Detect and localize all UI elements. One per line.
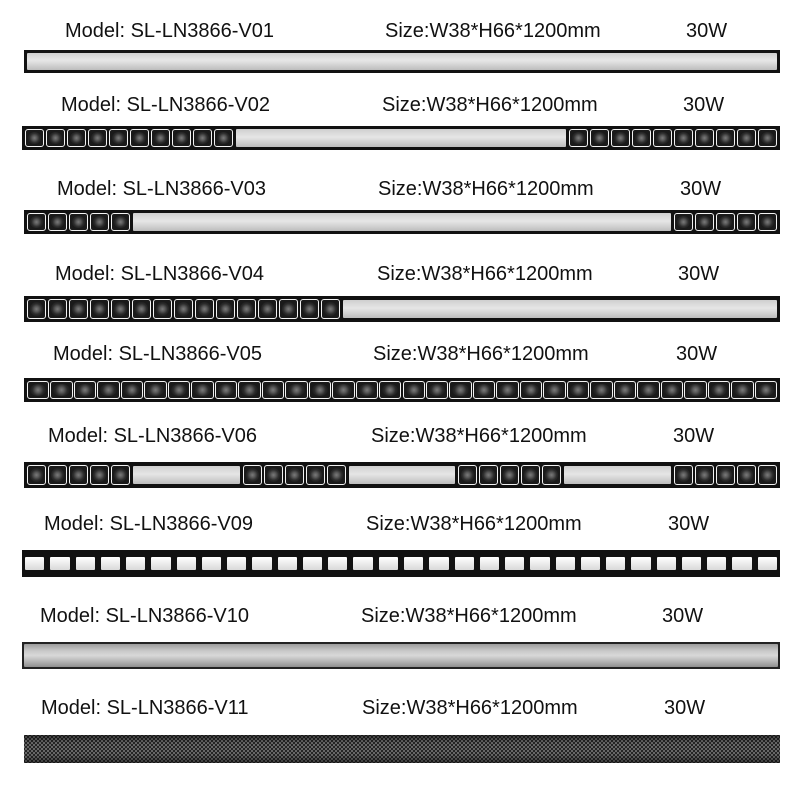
led-lens [327,465,346,485]
led-lens [262,381,284,399]
led-lens [90,465,109,485]
led-lens [306,465,325,485]
led-lens [321,299,340,319]
led-lens [569,129,588,147]
led-lens [590,381,612,399]
size-label: Size:W38*H66*1200mm [377,263,593,285]
led-lens [69,213,88,231]
led-lens [737,465,756,485]
led-lens [132,299,151,319]
light-bar-image [24,462,780,488]
lens-slot [732,557,751,570]
slot-group [25,557,777,570]
size-label: Size:W38*H66*1200mm [371,425,587,447]
lens-slot [530,557,549,570]
diffuser-segment [236,129,566,146]
led-lens [121,381,143,399]
model-label: Model: SL-LN3866-V11 [41,697,249,719]
product-row [0,343,800,402]
led-lens [614,381,636,399]
led-lens [332,381,354,399]
led-lens [403,381,425,399]
size-label: Size:W38*H66*1200mm [385,20,601,42]
size-label: Size:W38*H66*1200mm [378,178,594,200]
led-lens [542,465,561,485]
led-lens [214,129,233,147]
led-lens [109,129,128,147]
lens-slot [278,557,297,570]
lens-slot [455,557,474,570]
diffuser-segment [343,300,777,319]
led-module-group [458,465,561,485]
led-lens [25,129,44,147]
led-lens [695,213,714,231]
led-lens [174,299,193,319]
led-lens [50,381,72,399]
led-lens [473,381,495,399]
led-module-group [243,465,346,485]
led-lens [48,299,67,319]
led-lens [379,381,401,399]
led-lens [243,465,262,485]
led-lens [258,299,277,319]
power-label: 30W [683,94,725,116]
product-row [0,20,800,73]
led-module-group [674,465,777,485]
lens-slot [480,557,499,570]
diffuser-segment [133,213,671,230]
lens-slot [631,557,650,570]
power-label: 30W [673,425,715,447]
diffuser-segment [349,466,456,485]
led-lens [27,299,46,319]
led-lens [111,299,130,319]
lens-slot [556,557,575,570]
led-module-group [27,299,340,319]
led-lens [567,381,589,399]
power-label: 30W [678,263,720,285]
led-lens [637,381,659,399]
lens-slot [101,557,120,570]
size-label: Size:W38*H66*1200mm [382,94,598,116]
led-lens [458,465,477,485]
led-lens [500,465,519,485]
light-bar-image [24,210,780,234]
led-lens [27,213,46,231]
led-lens [590,129,609,147]
led-lens [708,381,730,399]
led-lens [195,299,214,319]
led-lens [758,213,777,231]
lens-slot [404,557,423,570]
led-lens [238,381,260,399]
model-label: Model: SL-LN3866-V02 [61,94,271,116]
led-module-group [27,213,130,231]
led-lens [716,465,735,485]
lens-slot [682,557,701,570]
size-label: Size:W38*H66*1200mm [362,697,578,719]
led-lens [426,381,448,399]
led-lens [661,381,683,399]
led-lens [674,129,693,147]
led-lens [695,465,714,485]
product-row [0,425,800,488]
lens-slot [581,557,600,570]
light-bar-image [22,126,780,150]
lens-slot [758,557,777,570]
product-row [0,263,800,322]
led-lens [716,129,735,147]
light-bar-image [24,296,780,322]
led-lens [521,465,540,485]
led-lens [69,465,88,485]
lens-slot [657,557,676,570]
led-lens [285,465,304,485]
lens-slot [328,557,347,570]
led-lens [449,381,471,399]
led-lens [172,129,191,147]
lens-slot [25,557,44,570]
led-lens [27,465,46,485]
light-bar-image [22,550,780,577]
led-lens [48,213,67,231]
lens-slot [379,557,398,570]
lens-slot [177,557,196,570]
led-lens [758,129,777,147]
led-lens [74,381,96,399]
model-label: Model: SL-LN3866-V05 [53,343,263,365]
product-row [0,605,800,669]
led-lens [285,381,307,399]
led-lens [168,381,190,399]
size-label: Size:W38*H66*1200mm [361,605,577,627]
model-label: Model: SL-LN3866-V03 [57,178,267,200]
led-module-group [674,213,777,231]
led-lens [737,129,756,147]
led-lens [632,129,651,147]
led-module-group [27,465,130,485]
product-row [0,178,800,234]
light-bar-image [24,50,780,73]
led-lens [193,129,212,147]
diffuser-segment [24,644,778,667]
led-lens [674,465,693,485]
led-module-group [27,381,777,399]
led-lens [755,381,777,399]
led-lens [111,465,130,485]
led-lens [731,381,753,399]
power-label: 30W [664,697,706,719]
lens-slot [606,557,625,570]
power-label: 30W [668,513,710,535]
led-lens [151,129,170,147]
model-label: Model: SL-LN3866-V09 [44,513,254,535]
lens-slot [353,557,372,570]
led-module-group [569,129,777,147]
product-row [0,513,800,577]
product-row [0,94,800,150]
led-lens [27,381,49,399]
led-lens [695,129,714,147]
led-lens [356,381,378,399]
light-bar-image [22,642,780,669]
led-lens [264,465,283,485]
led-lens [279,299,298,319]
led-lens [144,381,166,399]
product-row [0,697,800,763]
led-lens [153,299,172,319]
lens-slot [50,557,69,570]
led-lens [611,129,630,147]
size-label: Size:W38*H66*1200mm [373,343,589,365]
led-lens [216,299,235,319]
size-label: Size:W38*H66*1200mm [366,513,582,535]
led-lens [653,129,672,147]
led-lens [130,129,149,147]
lens-slot [151,557,170,570]
model-label: Model: SL-LN3866-V10 [40,605,250,627]
led-lens [69,299,88,319]
power-label: 30W [662,605,704,627]
led-lens [67,129,86,147]
led-lens [684,381,706,399]
led-lens [88,129,107,147]
led-lens [215,381,237,399]
lens-slot [505,557,524,570]
led-lens [520,381,542,399]
led-lens [309,381,331,399]
led-lens [191,381,213,399]
power-label: 30W [676,343,718,365]
led-lens [496,381,518,399]
diffuser-segment [564,466,671,485]
lens-slot [252,557,271,570]
led-lens [674,213,693,231]
diffuser-segment [27,53,777,70]
led-lens [758,465,777,485]
power-label: 30W [680,178,722,200]
led-lens [300,299,319,319]
led-lens [543,381,565,399]
led-lens [46,129,65,147]
led-lens [737,213,756,231]
led-module-group [25,129,233,147]
lens-slot [429,557,448,570]
lens-slot [707,557,726,570]
light-bar-image [24,378,780,402]
lens-slot [227,557,246,570]
led-lens [90,299,109,319]
diffuser-segment [133,466,240,485]
led-lens [237,299,256,319]
model-label: Model: SL-LN3866-V01 [65,20,275,42]
light-bar-image [24,735,780,763]
led-lens [90,213,109,231]
led-lens [48,465,67,485]
led-lens [111,213,130,231]
model-label: Model: SL-LN3866-V04 [55,263,265,285]
led-lens [97,381,119,399]
lens-slot [76,557,95,570]
lens-slot [126,557,145,570]
model-label: Model: SL-LN3866-V06 [48,425,258,447]
power-label: 30W [686,20,728,42]
lens-slot [303,557,322,570]
lens-slot [202,557,221,570]
led-lens [716,213,735,231]
led-lens [479,465,498,485]
